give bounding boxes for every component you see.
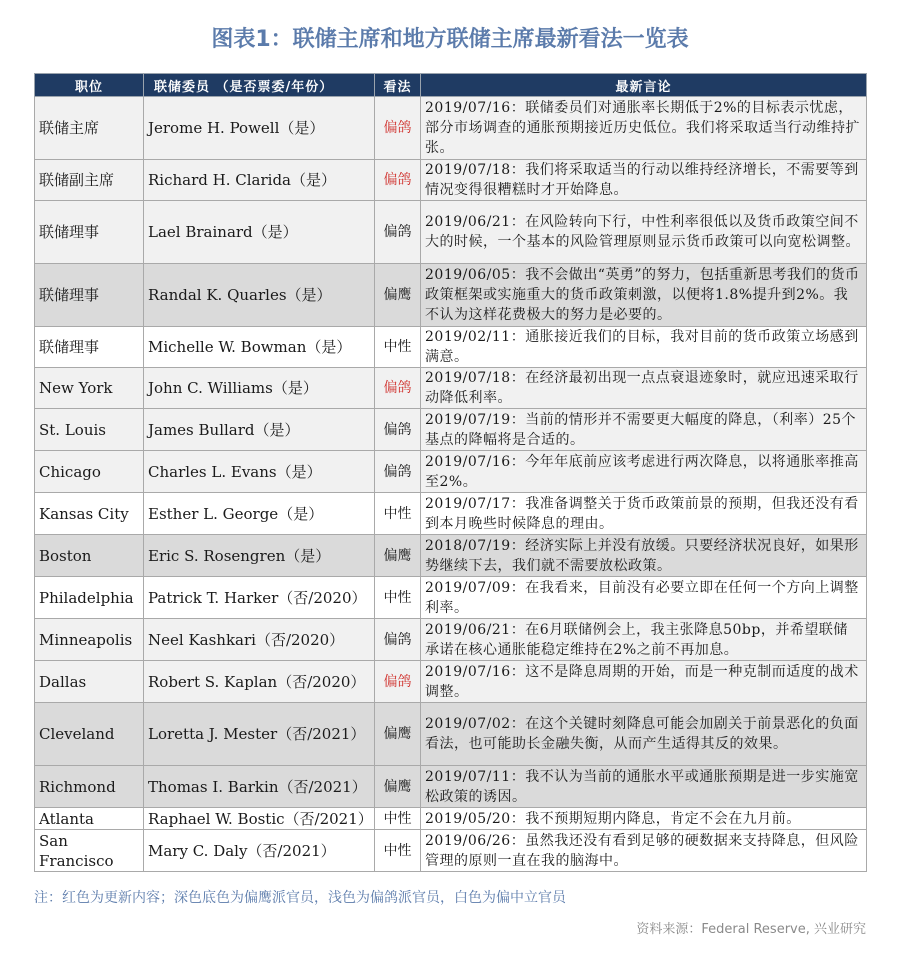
comment-cell: 2019/07/16：联储委员们对通胀率长期低于2%的目标表示忧虑，部分市场调查的通胀预期接近历史低位。我们将采取适当行动维持扩张。 (421, 97, 867, 160)
view-cell: 偏鸽 (375, 201, 421, 264)
position-cell: 联储主席 (35, 97, 144, 160)
view-cell: 偏鸽 (375, 97, 421, 160)
table-row (35, 368, 867, 409)
view-cell: 偏鸽 (375, 661, 421, 703)
member-cell: Patrick T. Harker（否/2020） (144, 577, 375, 619)
member-cell: Thomas I. Barkin（否/2021） (144, 766, 375, 808)
header-member: 联储委员 （是否票委/年份） (144, 74, 375, 97)
table-row (35, 535, 867, 577)
member-cell: Richard H. Clarida（是） (144, 160, 375, 201)
member-cell: Lael Brainard（是） (144, 201, 375, 264)
position-cell: Kansas City (35, 493, 144, 535)
view-cell: 偏鹰 (375, 535, 421, 577)
table-row (35, 830, 867, 872)
comment-cell: 2019/02/11：通胀接近我们的目标，我对目前的货币政策立场感到满意。 (421, 327, 867, 368)
comment-cell: 2019/07/18：在经济最初出现一点点衰退迹象时，就应迅速采取行动降低利率。 (421, 368, 867, 409)
comment-cell: 2019/06/05：我不会做出“英勇”的努力，包括重新思考我们的货币政策框架或实施重大的货币政策刺激，以便将1.8%提升到2%。我不认为这样花费极大的努力是必要的。 (421, 264, 867, 327)
member-cell: Eric S. Rosengren（是） (144, 535, 375, 577)
comment-cell: 2019/07/17：我准备调整关于货币政策前景的预期，但我还没有看到本月晚些时候降息的理由。 (421, 493, 867, 535)
position-cell: Atlanta (35, 808, 144, 830)
position-cell: Cleveland (35, 703, 144, 766)
position-cell: Boston (35, 535, 144, 577)
table-row (35, 493, 867, 535)
view-cell: 偏鸽 (375, 619, 421, 661)
member-cell: Charles L. Evans（是） (144, 451, 375, 493)
position-cell: Richmond (35, 766, 144, 808)
table-row (35, 577, 867, 619)
table-row (35, 619, 867, 661)
page-title: 图表1：联储主席和地方联储主席最新看法一览表 (211, 27, 689, 52)
view-cell: 中性 (375, 327, 421, 368)
view-cell: 偏鸽 (375, 160, 421, 201)
comment-cell: 2019/07/02：在这个关键时刻降息可能会加剧关于前景恶化的负面看法，也可能助长金融失衡，从而产生适得其反的效果。 (421, 703, 867, 766)
position-cell: Philadelphia (35, 577, 144, 619)
position-cell: San Francisco (35, 830, 144, 872)
member-cell: Randal K. Quarles（是） (144, 264, 375, 327)
header-comment: 最新言论 (421, 74, 867, 97)
position-cell: 联储理事 (35, 327, 144, 368)
table-row (35, 160, 867, 201)
table-body (35, 97, 867, 872)
view-cell: 偏鸽 (375, 409, 421, 451)
position-cell: Chicago (35, 451, 144, 493)
comment-cell: 2019/07/19：当前的情形并不需要更大幅度的降息，（利率）25个基点的降幅将是合适的。 (421, 409, 867, 451)
table-row (35, 327, 867, 368)
position-cell: 联储理事 (35, 264, 144, 327)
table-row (35, 201, 867, 264)
position-cell: New York (35, 368, 144, 409)
comment-cell: 2019/06/21：在6月联储例会上，我主张降息50bp，并希望联储承诺在核心通胀能稳定维持在2%之前不再加息。 (421, 619, 867, 661)
member-cell: Robert S. Kaplan（否/2020） (144, 661, 375, 703)
table-header-row (35, 74, 867, 97)
comment-cell: 2019/07/09：在我看来，目前没有必要立即在任何一个方向上调整利率。 (421, 577, 867, 619)
view-cell: 中性 (375, 577, 421, 619)
header-view: 看法 (375, 74, 421, 97)
position-cell: St. Louis (35, 409, 144, 451)
comment-cell: 2019/06/21：在风险转向下行，中性利率很低以及货币政策空间不大的时候，一个基本的风险管理原则显示货币政策可以向宽松调整。 (421, 201, 867, 264)
view-cell: 中性 (375, 808, 421, 830)
member-cell: John C. Williams（是） (144, 368, 375, 409)
table-row (35, 703, 867, 766)
source-credit: 资料来源：Federal Reserve, 兴业研究 (636, 922, 866, 937)
table-row (35, 451, 867, 493)
comment-cell: 2019/07/18：我们将采取适当的行动以维持经济增长，不需要等到情况变得很糟糕时才开始降息。 (421, 160, 867, 201)
comment-cell: 2019/05/20：我不预期短期内降息，肯定不会在九月前。 (421, 808, 867, 830)
comment-cell: 2018/07/19：经济实际上并没有放缓。只要经济状况良好，如果形势继续下去，我们就不需要放松政策。 (421, 535, 867, 577)
view-cell: 偏鹰 (375, 703, 421, 766)
member-cell: Mary C. Daly（否/2021） (144, 830, 375, 872)
position-cell: Minneapolis (35, 619, 144, 661)
table-row (35, 409, 867, 451)
view-cell: 偏鹰 (375, 766, 421, 808)
table-row (35, 766, 867, 808)
footnote: 注：红色为更新内容；深色底色为偏鹰派官员，浅色为偏鸽派官员，白色为偏中立官员 (34, 890, 566, 906)
member-cell: Esther L. George（是） (144, 493, 375, 535)
comment-cell: 2019/07/16：这不是降息周期的开始，而是一种克制而适度的战术调整。 (421, 661, 867, 703)
header-position: 职位 (35, 74, 144, 97)
member-cell: James Bullard（是） (144, 409, 375, 451)
table-row (35, 264, 867, 327)
comment-cell: 2019/07/11：我不认为当前的通胀水平或通胀预期是进一步实施宽松政策的诱因。 (421, 766, 867, 808)
table-row (35, 97, 867, 160)
comment-cell: 2019/06/26：虽然我还没有看到足够的硬数据来支持降息，但风险管理的原则一直在我的脑海中。 (421, 830, 867, 872)
view-cell: 偏鹰 (375, 264, 421, 327)
member-cell: Neel Kashkari（否/2020） (144, 619, 375, 661)
position-cell: Dallas (35, 661, 144, 703)
view-cell: 中性 (375, 493, 421, 535)
member-cell: Raphael W. Bostic（否/2021） (144, 808, 375, 830)
comment-cell: 2019/07/16：今年年底前应该考虑进行两次降息，以将通胀率推高至2%。 (421, 451, 867, 493)
member-cell: Michelle W. Bowman（是） (144, 327, 375, 368)
view-cell: 偏鸽 (375, 451, 421, 493)
view-cell: 偏鸽 (375, 368, 421, 409)
position-cell: 联储理事 (35, 201, 144, 264)
table-row (35, 661, 867, 703)
view-cell: 中性 (375, 830, 421, 872)
table-row (35, 808, 867, 830)
fed-views-table (34, 73, 867, 872)
member-cell: Jerome H. Powell（是） (144, 97, 375, 160)
member-cell: Loretta J. Mester（否/2021） (144, 703, 375, 766)
position-cell: 联储副主席 (35, 160, 144, 201)
